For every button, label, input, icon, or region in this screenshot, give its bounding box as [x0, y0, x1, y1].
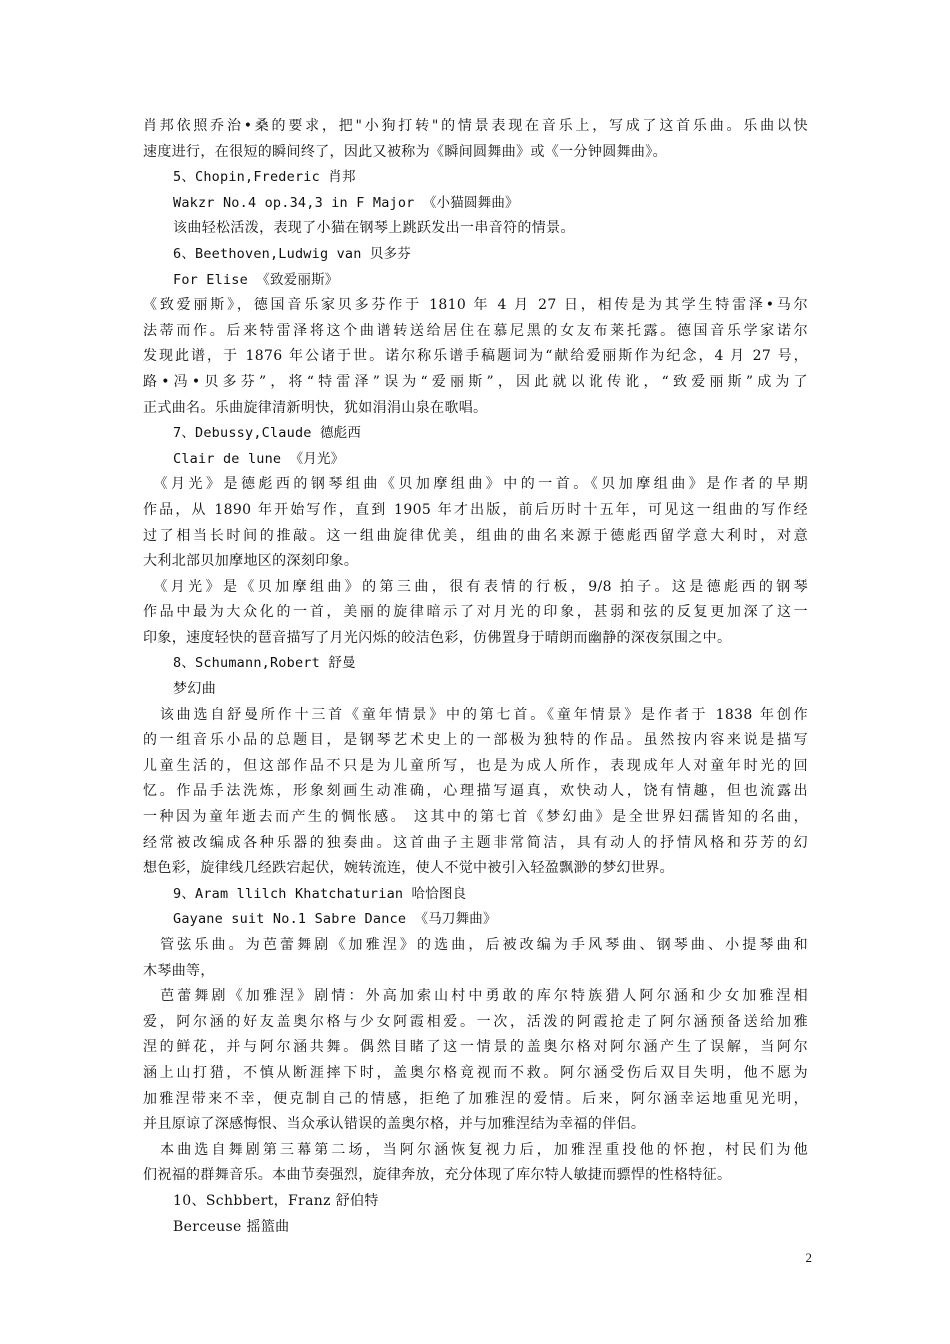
- text-line: 木琴曲等，: [143, 962, 215, 979]
- text-line: 7、Debussy,Claude 德彪西: [173, 425, 362, 442]
- text-line: 忆。作品手法洗炼，形象刻画生动准确，心理描写逼真，欢快动人，饶有情趣，但也流露出: [143, 783, 808, 800]
- text-line: 印象，速度轻快的琶音描写了月光闪烁的皎洁色彩，仿佛置身于晴朗而幽静的深夜氛围之中。: [143, 629, 732, 646]
- body-paragraph: [143, 984, 808, 1138]
- text-line: 5、Chopin,Frederic 肖邦: [173, 169, 356, 186]
- section-heading: [143, 1189, 808, 1215]
- text-line: Gayane suit No.1 Sabre Dance 《马刀舞曲》: [173, 911, 497, 928]
- body-paragraph: [143, 703, 808, 882]
- section-heading: [143, 882, 808, 908]
- body-paragraph: [143, 472, 808, 574]
- body-paragraph: [143, 575, 808, 652]
- text-line: 梦幻曲: [173, 681, 217, 698]
- body-paragraph: [143, 933, 808, 984]
- text-line: 并且原谅了深感悔恨、当众承认错误的盖奥尔格，并与加雅涅结为幸福的伴侣。: [143, 1116, 646, 1133]
- page-number: 2: [805, 1250, 812, 1265]
- text-line: 涅的鲜花，并与阿尔涵共舞。偶然目睹了这一情景的盖奥尔格对阿尔涵产生了误解，当阿尔: [143, 1039, 808, 1056]
- text-line: 法蒂而作。后来特雷泽将这个曲谱转送给居住在慕尼黑的女友布莱托露。德国音乐学家诺尔: [143, 322, 808, 339]
- section-heading: [143, 907, 808, 933]
- text-line: 该曲选自舒曼所作十三首《童年情景》中的第七首。《童年情景》是作者于 1838 年创作: [143, 706, 808, 723]
- text-line: 爱，阿尔涵的好友盖奥尔格与少女阿霞相爱。一次，活泼的阿霞抢走了阿尔涵预备送给加雅: [143, 1013, 808, 1030]
- text-line: 大利北部贝加摩地区的深刻印象。: [143, 553, 359, 570]
- page-body: [143, 114, 808, 1240]
- section-heading: [143, 1215, 808, 1241]
- text-line: 路•冯•贝多芬”，将“特雷泽”误为“爱丽斯”，因此就以讹传讹，“致爱丽斯”成为了: [143, 373, 808, 390]
- text-line: 的一组音乐小品的总题目，是钢琴艺术史上的一部极为独特的作品。虽然按内容来说是描写: [143, 732, 808, 749]
- text-line: 过了相当长时间的推敲。这一组曲旋律优美，组曲的曲名来源于德彪西留学意大利时，对意: [143, 527, 808, 544]
- text-line: Clair de lune 《月光》: [173, 450, 345, 467]
- text-line: Wakzr No.4 op.34,3 in F Major 《小猫圆舞曲》: [173, 194, 519, 211]
- body-paragraph: [143, 216, 808, 242]
- section-heading: [143, 421, 808, 447]
- section-heading: [143, 268, 808, 294]
- text-line: 儿童生活的，但这部作品不只是为儿童所写，也是为成人所作，表现成年人对童年时光的回: [143, 757, 808, 774]
- text-line: 6、Beethoven,Ludwig van 贝多芬: [173, 245, 412, 262]
- text-line: 肖邦依照乔治•桑的要求，把"小狗打转"的情景表现在音乐上，写成了这首乐曲。乐曲以快: [143, 118, 808, 134]
- section-heading: [143, 447, 808, 473]
- text-line: 一种因为童年逝去而产生的惆怅感。 这其中的第七首《梦幻曲》是全世界妇孺皆知的名曲，: [143, 809, 808, 826]
- section-heading: [143, 165, 808, 191]
- text-line: 该曲轻松活泼，表现了小猫在钢琴上跳跃发出一串音符的情景。: [173, 220, 575, 237]
- text-line: Berceuse 摇篮曲: [173, 1218, 290, 1235]
- text-line: 速度进行，在很短的瞬间终了，因此又被称为《瞬间圆舞曲》或《一分钟圆舞曲》。: [143, 143, 667, 160]
- body-paragraph: [143, 293, 808, 421]
- text-line: 9、Aram llilch Khatchaturian 哈恰图良: [173, 885, 467, 902]
- text-line: 涵上山打猎，不慎从断涯摔下时，盖奥尔格竟视而不救。阿尔涵受伤后双目失明，他不愿为: [143, 1064, 808, 1081]
- text-line: 《月光》是德彪西的钢琴组曲《贝加摩组曲》中的一首。《贝加摩组曲》是作者的早期: [143, 476, 808, 493]
- body-paragraph: [143, 1138, 808, 1189]
- text-line: 10、Schbbert，Franz 舒伯特: [173, 1192, 379, 1209]
- section-heading: [143, 677, 808, 703]
- text-line: 加雅涅带来不幸，便克制自己的情感，拒绝了加雅涅的爱情。后来，阿尔涵幸运地重见光明，: [143, 1090, 808, 1107]
- body-paragraph: [143, 114, 808, 165]
- text-line: 8、Schumann,Robert 舒曼: [173, 655, 356, 672]
- text-line: For Elise 《致爱丽斯》: [173, 271, 339, 288]
- section-heading: [143, 242, 808, 268]
- text-line: 们祝福的群舞音乐。本曲节奏强烈，旋律奔放，充分体现了库尔特人敏捷而骠悍的性格特征。: [143, 1167, 732, 1184]
- text-line: 发现此谱，于 1876 年公诸于世。诺尔称乐谱手稿题词为“献给爱丽斯作为纪念，4 月 27 号，: [143, 348, 808, 365]
- text-line: 想色彩，旋律线几经跌宕起伏，婉转流连，使人不觉中被引入轻盈飘渺的梦幻世界。: [143, 860, 674, 877]
- text-line: 经常被改编成各种乐器的独奏曲。这首曲子主题非常简洁，具有动人的抒情风格和芬芳的幻: [143, 834, 808, 851]
- text-line: 管弦乐曲。为芭蕾舞剧《加雅涅》的选曲，后被改编为手风琴曲、钢琴曲、小提琴曲和: [143, 937, 808, 953]
- section-heading: [143, 191, 808, 217]
- text-line: 本曲选自舞剧第三幕第二场，当阿尔涵恢复视力后，加雅涅重投他的怀抱，村民们为他: [143, 1141, 808, 1158]
- text-line: 芭蕾舞剧《加雅涅》剧情：外高加索山村中勇敢的库尔特族猎人阿尔涵和少女加雅涅相: [143, 988, 808, 1005]
- text-line: 《月光》是《贝加摩组曲》的第三曲，很有表情的行板，9/8 拍子。这是德彪西的钢琴: [143, 578, 808, 595]
- text-line: 作品，从 1890 年开始写作，直到 1905 年才出版，前后历时十五年，可见这一组曲的写作经: [143, 501, 808, 518]
- section-heading: [143, 651, 808, 677]
- text-line: 正式曲名。乐曲旋律清新明快，犹如涓涓山泉在歌唱。: [143, 399, 488, 416]
- text-line: 《致爱丽斯》，德国音乐家贝多芬作于 1810 年 4 月 27 日，相传是为其学生特雷泽•马尔: [143, 297, 808, 314]
- text-line: 作品中最为大众化的一首，美丽的旋律暗示了对月光的印象，甚弱和弦的反复更加深了这一: [143, 604, 808, 621]
